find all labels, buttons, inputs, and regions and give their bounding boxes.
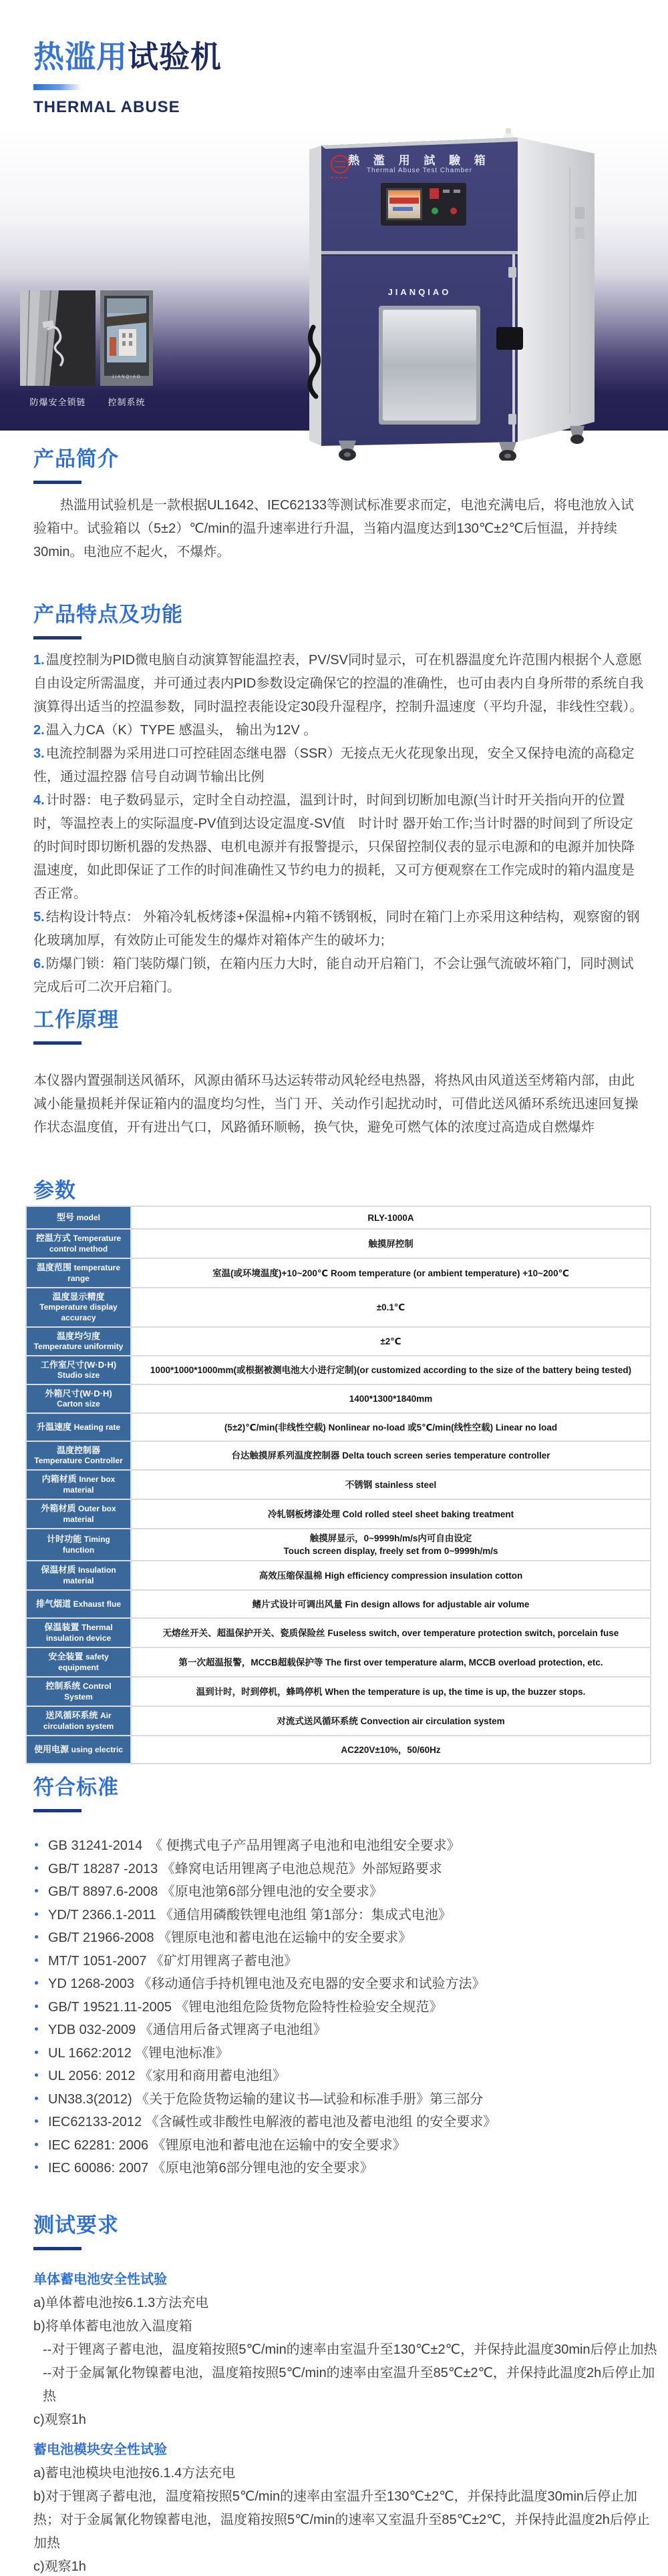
feature-item [33, 789, 644, 906]
standard-item: IEC 60086: 2007 《原电池第6部分锂电池的安全要求》 [35, 2157, 496, 2180]
bullet-icon [35, 2051, 38, 2054]
section-principle-heading [33, 1003, 119, 1045]
standard-item: UL 1662:2012 《锂电池标准》 [35, 2042, 496, 2065]
intro-paragraph: 热滥用试验机是一款根据UL1642、IEC62133等测试标准要求而定，电池充满电后，将电池放入试验箱中。试验箱以（5±2）℃/min的温升速率进行升温，当箱内温度达到130℃±2℃后恒温，并持续30min。电池应不起火，不爆炸。 [33, 498, 635, 559]
testing-block-cell [33, 2268, 658, 2432]
hero-banner [0, 127, 668, 431]
principle-heading: 工作原理 [33, 1008, 119, 1031]
machine-door-brand: JIANQIAO [387, 287, 452, 297]
testing-line: a)蓄电池模块电池按6.1.4方法充电 [33, 2466, 236, 2481]
param-value: 触摸屏控制 [132, 1230, 650, 1258]
standards-list [35, 1834, 496, 2180]
param-row [27, 1529, 650, 1560]
feature-text: 温入力CA（K）TYPE 感温头， 输出为12V 。 [45, 723, 317, 738]
param-value: 温到计时，时到停机，蜂鸣停机 When the temperature is up, the time is up, the buzzer stops. [132, 1678, 650, 1706]
param-label: 安全装置 safety equipment [27, 1648, 130, 1676]
bullet-icon [35, 1981, 38, 1985]
testing-line: --对于金属氰化物镍蓄电池，温度箱按照5℃/min的速率由室温升至85℃±2℃，并保持此温度2h后停止加热 [43, 2366, 655, 2404]
standard-item: GB/T 21966-2008 《锂原电池和蓄电池在运输中的安全要求》 [35, 1926, 496, 1950]
principle-heading-underline [33, 1041, 81, 1045]
param-label: 工作室尺寸(W·D·H) Studio size [27, 1356, 130, 1384]
inset-screen-brand: JIANQIAO [112, 375, 142, 379]
param-value: ±0.1℃ [132, 1288, 650, 1326]
param-value: 台达触摸屏系列温度控制器 Delta touch screen series temperature controller [132, 1442, 650, 1469]
feature-text: 结构设计特点： 外箱冷轧板烤漆+保温棉+内箱不锈钢板，同时在箱门上亦采用这种结构，观察窗的钢化玻璃加厚，有效防止可能发生的爆炸对箱体产生的破坏力; [33, 910, 640, 948]
standard-item: YD/T 2366.1-2011 《通信用磷酸铁锂电池组 第1部分：集成式电池》 [35, 1904, 496, 1927]
standard-item: UN38.3(2012) 《关于危险货物运输的建议书—试验和标准手册》第三部分 [35, 2088, 496, 2111]
feature-text: 计时器：电子数码显示，定时全自动控温，温到计时，时间到切断加电源(当计时开关指向开的位置时，等温控表上的实际温度-PV值到达设定温度-SV值 时计时 器开始工作;当计时器的时间到了所设定的时间时即切断机器的发热器、电机电源并有报警提示，只保留控制仪表的显示电源和的电源并加快降温速度，如此即保证了工作的时间准确性又节约电力的损耗，又可方便观察在工作完成时的箱内温度是否正常。 [33, 793, 635, 901]
bullet-icon [35, 2165, 38, 2169]
param-row [27, 1207, 650, 1228]
feature-text: 防爆门锁：箱门装防爆门锁，在箱内压力大时，能自动开启箱门，不会让强气流破坏箱门，同时测试完成后可二次开启箱门。 [33, 957, 634, 995]
section-intro-heading [33, 442, 119, 484]
param-value: 触摸屏显示，0~9999h/m/s内可自由设定 Touch screen display, freely set from 0~9999h/m/s [132, 1529, 650, 1560]
section-params-heading [33, 1174, 76, 1204]
section-features-heading [33, 597, 183, 639]
machine-photo [304, 127, 621, 461]
standard-item: GB/T 8897.6-2008 《原电池第6部分锂电池的安全要求》 [35, 1880, 496, 1904]
param-row [27, 1736, 650, 1763]
param-row [27, 1619, 650, 1647]
page-subtitle: THERMAL ABUSE [33, 98, 180, 116]
bullet-icon [35, 1912, 38, 1916]
param-value: 室温(或环境温度)+10~200℃ Room temperature (or ambient temperature) +10~200℃ [132, 1259, 650, 1287]
bullet-icon [35, 1889, 38, 1892]
standard-item: UL 2056: 2012 《家用和商用蓄电池组》 [35, 2065, 496, 2088]
param-value: (5±2)℃/min(非线性空载) Nonlinear no-load 或5℃/min(线性空载) Linear no load [132, 1414, 650, 1441]
feature-number: 2. [33, 723, 45, 738]
testing-subheading: 单体蓄电池安全性试验 [33, 2272, 167, 2287]
page-title [33, 39, 222, 75]
param-value: 对流式送风循环系统 Convection air circulation system [132, 1707, 650, 1735]
param-label: 外箱尺寸(W·D·H) Carton size [27, 1385, 130, 1412]
bullet-icon [35, 2027, 38, 2031]
testing-line: c)观察1h [33, 2559, 86, 2574]
param-row [27, 1442, 650, 1469]
feature-item [33, 742, 644, 789]
bullet-icon [35, 1866, 38, 1870]
params-heading: 参数 [33, 1179, 76, 1202]
bullet-icon [35, 2005, 38, 2008]
param-row [27, 1328, 650, 1355]
section-testing-heading [33, 2208, 119, 2250]
param-label: 控温方式 Temperature control method [27, 1230, 130, 1258]
machine-panel-title: 熱 濫 用 試 驗 箱 [348, 154, 491, 167]
params-table [25, 1206, 651, 1764]
param-label: 内箱材质 Inner box material [27, 1471, 130, 1499]
param-label: 温度控制器 Temperature Controller [27, 1442, 130, 1469]
param-row [27, 1500, 650, 1528]
door-handle-icon [496, 327, 523, 350]
param-label: 外箱材质 Outer box material [27, 1500, 130, 1528]
section-features-body [33, 649, 644, 999]
feature-item [33, 719, 644, 742]
feature-number: 4. [33, 793, 45, 808]
param-row [27, 1385, 650, 1412]
standard-item: YD 1268-2003 《移动通信手持机锂电池及充电器的安全要求和试验方法》 [35, 1973, 496, 1996]
standard-item: GB/T 19521.11-2005 《锂电池组危险货物危险特性检验安全规范》 [35, 1996, 496, 2019]
testing-line: c)观察1h [33, 2412, 86, 2427]
param-row [27, 1561, 650, 1589]
bullet-icon [35, 1959, 38, 1962]
param-row [27, 1648, 650, 1676]
standard-item: GB/T 18287 -2013 《蜂窝电话用锂离子电池总规范》外部短路要求 [35, 1858, 496, 1881]
testing-line: b)对于锂离子蓄电池，温度箱按照5℃/min的速率由室温升至130℃±2℃，并保持此温度30min后停止加热；对于金属氰化物镍蓄电池，温度箱按照5℃/min的速率又室温升至85℃±2℃，并保持此温度2h后停止加热 [33, 2489, 650, 2551]
feature-item [33, 906, 644, 953]
feature-text: 温度控制为PID微电脑自动演算智能温控表，PV/SV同时显示，可在机器温度允许范围内根据个人意愿自由设定所需温度，并可通过表内PID参数设定确保它的控温的准确性，也可由表内自身所带的系统自我演算得出适当的控温参数，同时温控表能设定30段升湿程序，控制升温速度（平均升湿，非线性空载）。 [33, 653, 644, 714]
param-label: 计时功能 Timing function [27, 1529, 130, 1560]
standard-item: IEC 62281: 2006 《锂原电池和蓄电池在运输中的安全要求》 [35, 2134, 496, 2157]
param-row [27, 1414, 650, 1441]
testing-line: --对于锂离子蓄电池，温度箱按照5℃/min的速率由室温升至130℃±2℃，并保持此温度30min后停止加热 [43, 2342, 657, 2357]
param-label: 送风循环系统 Air circulation system [27, 1707, 130, 1735]
testing-line: a)单体蓄电池按6.1.3方法充电 [33, 2296, 209, 2310]
param-value: 无熔丝开关、超温保护开关、瓷质保险丝 Fuseless switch, over temperature protection switch, porcelain fuse [132, 1619, 650, 1647]
features-heading: 产品特点及功能 [33, 603, 183, 626]
param-value: 不锈钢 stainless steel [132, 1471, 650, 1499]
param-row [27, 1259, 650, 1287]
bullet-icon [35, 2097, 38, 2100]
param-label: 排气烟道 Exhaust flue [27, 1591, 130, 1617]
param-label: 保温材质 Insulation material [27, 1561, 130, 1589]
param-label: 控制系统 Control System [27, 1678, 130, 1706]
param-value: 高效压缩保温棉 High efficiency compression insulation cotton [132, 1561, 650, 1589]
param-label: 温度均匀度 Temperature uniformity [27, 1328, 130, 1355]
intro-heading: 产品简介 [33, 447, 119, 471]
control-screen-icon [100, 290, 153, 386]
machine-panel-subtitle: Thermal Abuse Test Chamber [366, 167, 473, 174]
section-intro-body [33, 494, 643, 564]
param-label: 温度显示精度 Temperature display accuracy [27, 1288, 130, 1326]
param-row [27, 1678, 650, 1706]
standards-heading-underline [33, 1809, 81, 1812]
control-panel [381, 183, 466, 226]
testing-subheading: 蓄电池模块安全性试验 [33, 2442, 167, 2457]
title-accent-bar [33, 84, 81, 90]
standards-heading: 符合标准 [33, 1776, 119, 1799]
inset-label-safety-chain: 防爆安全锁链 [29, 397, 86, 407]
testing-block-module [33, 2438, 658, 2576]
param-label: 使用电源 using electric [27, 1736, 130, 1763]
principle-paragraph: 本仪器内置强制送风循环，风源由循环马达运转带动风轮经电热器，将热风由风道送至烤箱内部，由此减小能量损耗并保证箱内的温度均匀性，当门 开、关动作引起扰动时，可借此送风循环系统迅速回复操作状态温度值，开有进出气口，风路循环顺畅，换气快，避免可燃气体的浓度过高造成自燃爆炸 [33, 1073, 639, 1135]
safety-chain-icon [20, 290, 96, 386]
param-row [27, 1288, 650, 1326]
feature-item [33, 649, 644, 719]
param-value: ±2℃ [132, 1328, 650, 1355]
inset-photo-control-system [100, 290, 153, 386]
param-value: RLY-1000A [132, 1207, 650, 1228]
section-testing-body [33, 2268, 658, 2576]
param-row [27, 1591, 650, 1617]
bullet-icon [35, 1843, 38, 1846]
feature-item [33, 953, 644, 999]
param-label: 温度范围 temperature range [27, 1259, 130, 1287]
inset-photo-safety-chain [20, 290, 96, 386]
feature-number: 3. [33, 746, 45, 761]
section-standards-heading [33, 1770, 119, 1812]
page-title-highlight: 热滥用 [33, 39, 128, 74]
feature-text: 电流控制器为采用进口可控硅固态继电器（SSR）无接点无火花现象出现，安全又保持电流的高稳定性，通过温控器 信号自动调节输出比例 [33, 746, 635, 784]
param-value: AC220V±10%，50/60Hz [132, 1736, 650, 1763]
feature-number: 6. [33, 957, 45, 971]
standard-item: IEC62133-2012 《含碱性或非酸性电解液的蓄电池及蓄电池组 的安全要求》 [35, 2111, 496, 2134]
param-value: 1400*1300*1840mm [132, 1385, 650, 1412]
param-label: 型号 model [27, 1207, 130, 1228]
param-label: 保温装置 Thermal insulation device [27, 1619, 130, 1647]
feature-number: 5. [33, 910, 45, 925]
intro-heading-underline [33, 481, 81, 484]
param-value: 1000*1000*1000mm(或根据被测电池大小进行定制)(or customized according to the size of the battery being tested) [132, 1356, 650, 1384]
param-row [27, 1356, 650, 1384]
param-value: 第一次超温报警，MCCB超载保护等 The first over temperature alarm, MCCB overload protection, etc. [132, 1648, 650, 1676]
features-heading-underline [33, 636, 81, 639]
inset-label-control-system: 控制系统 [108, 397, 146, 407]
bullet-icon [35, 2143, 38, 2146]
testing-line: b)将单体蓄电池放入温度箱 [33, 2319, 192, 2334]
section-principle-body [33, 1069, 643, 1139]
param-value: 鳍片式设计可调出风量 Fin design allows for adjustable air volume [132, 1591, 650, 1617]
param-row [27, 1471, 650, 1499]
param-label: 升温速度 Heating rate [27, 1414, 130, 1441]
bullet-icon [35, 2119, 38, 2123]
param-row [27, 1230, 650, 1258]
feature-number: 1. [33, 653, 45, 668]
param-row [27, 1707, 650, 1735]
bullet-icon [35, 1935, 38, 1939]
page-title-rest: 试验机 [128, 39, 222, 74]
testing-heading-underline [33, 2247, 81, 2250]
testing-heading: 测试要求 [33, 2214, 119, 2237]
standard-item: YDB 032-2009 《通信用后备式锂离子电池组》 [35, 2019, 496, 2042]
param-value: 冷轧钢板烤漆处理 Cold rolled steel sheet baking treatment [132, 1500, 650, 1528]
standard-item: MT/T 1051-2007 《矿灯用锂离子蓄电池》 [35, 1950, 496, 1973]
standard-item: GB 31241-2014 《 便携式电子产品用锂离子电池和电池组安全要求》 [35, 1834, 496, 1858]
bullet-icon [35, 2073, 38, 2077]
